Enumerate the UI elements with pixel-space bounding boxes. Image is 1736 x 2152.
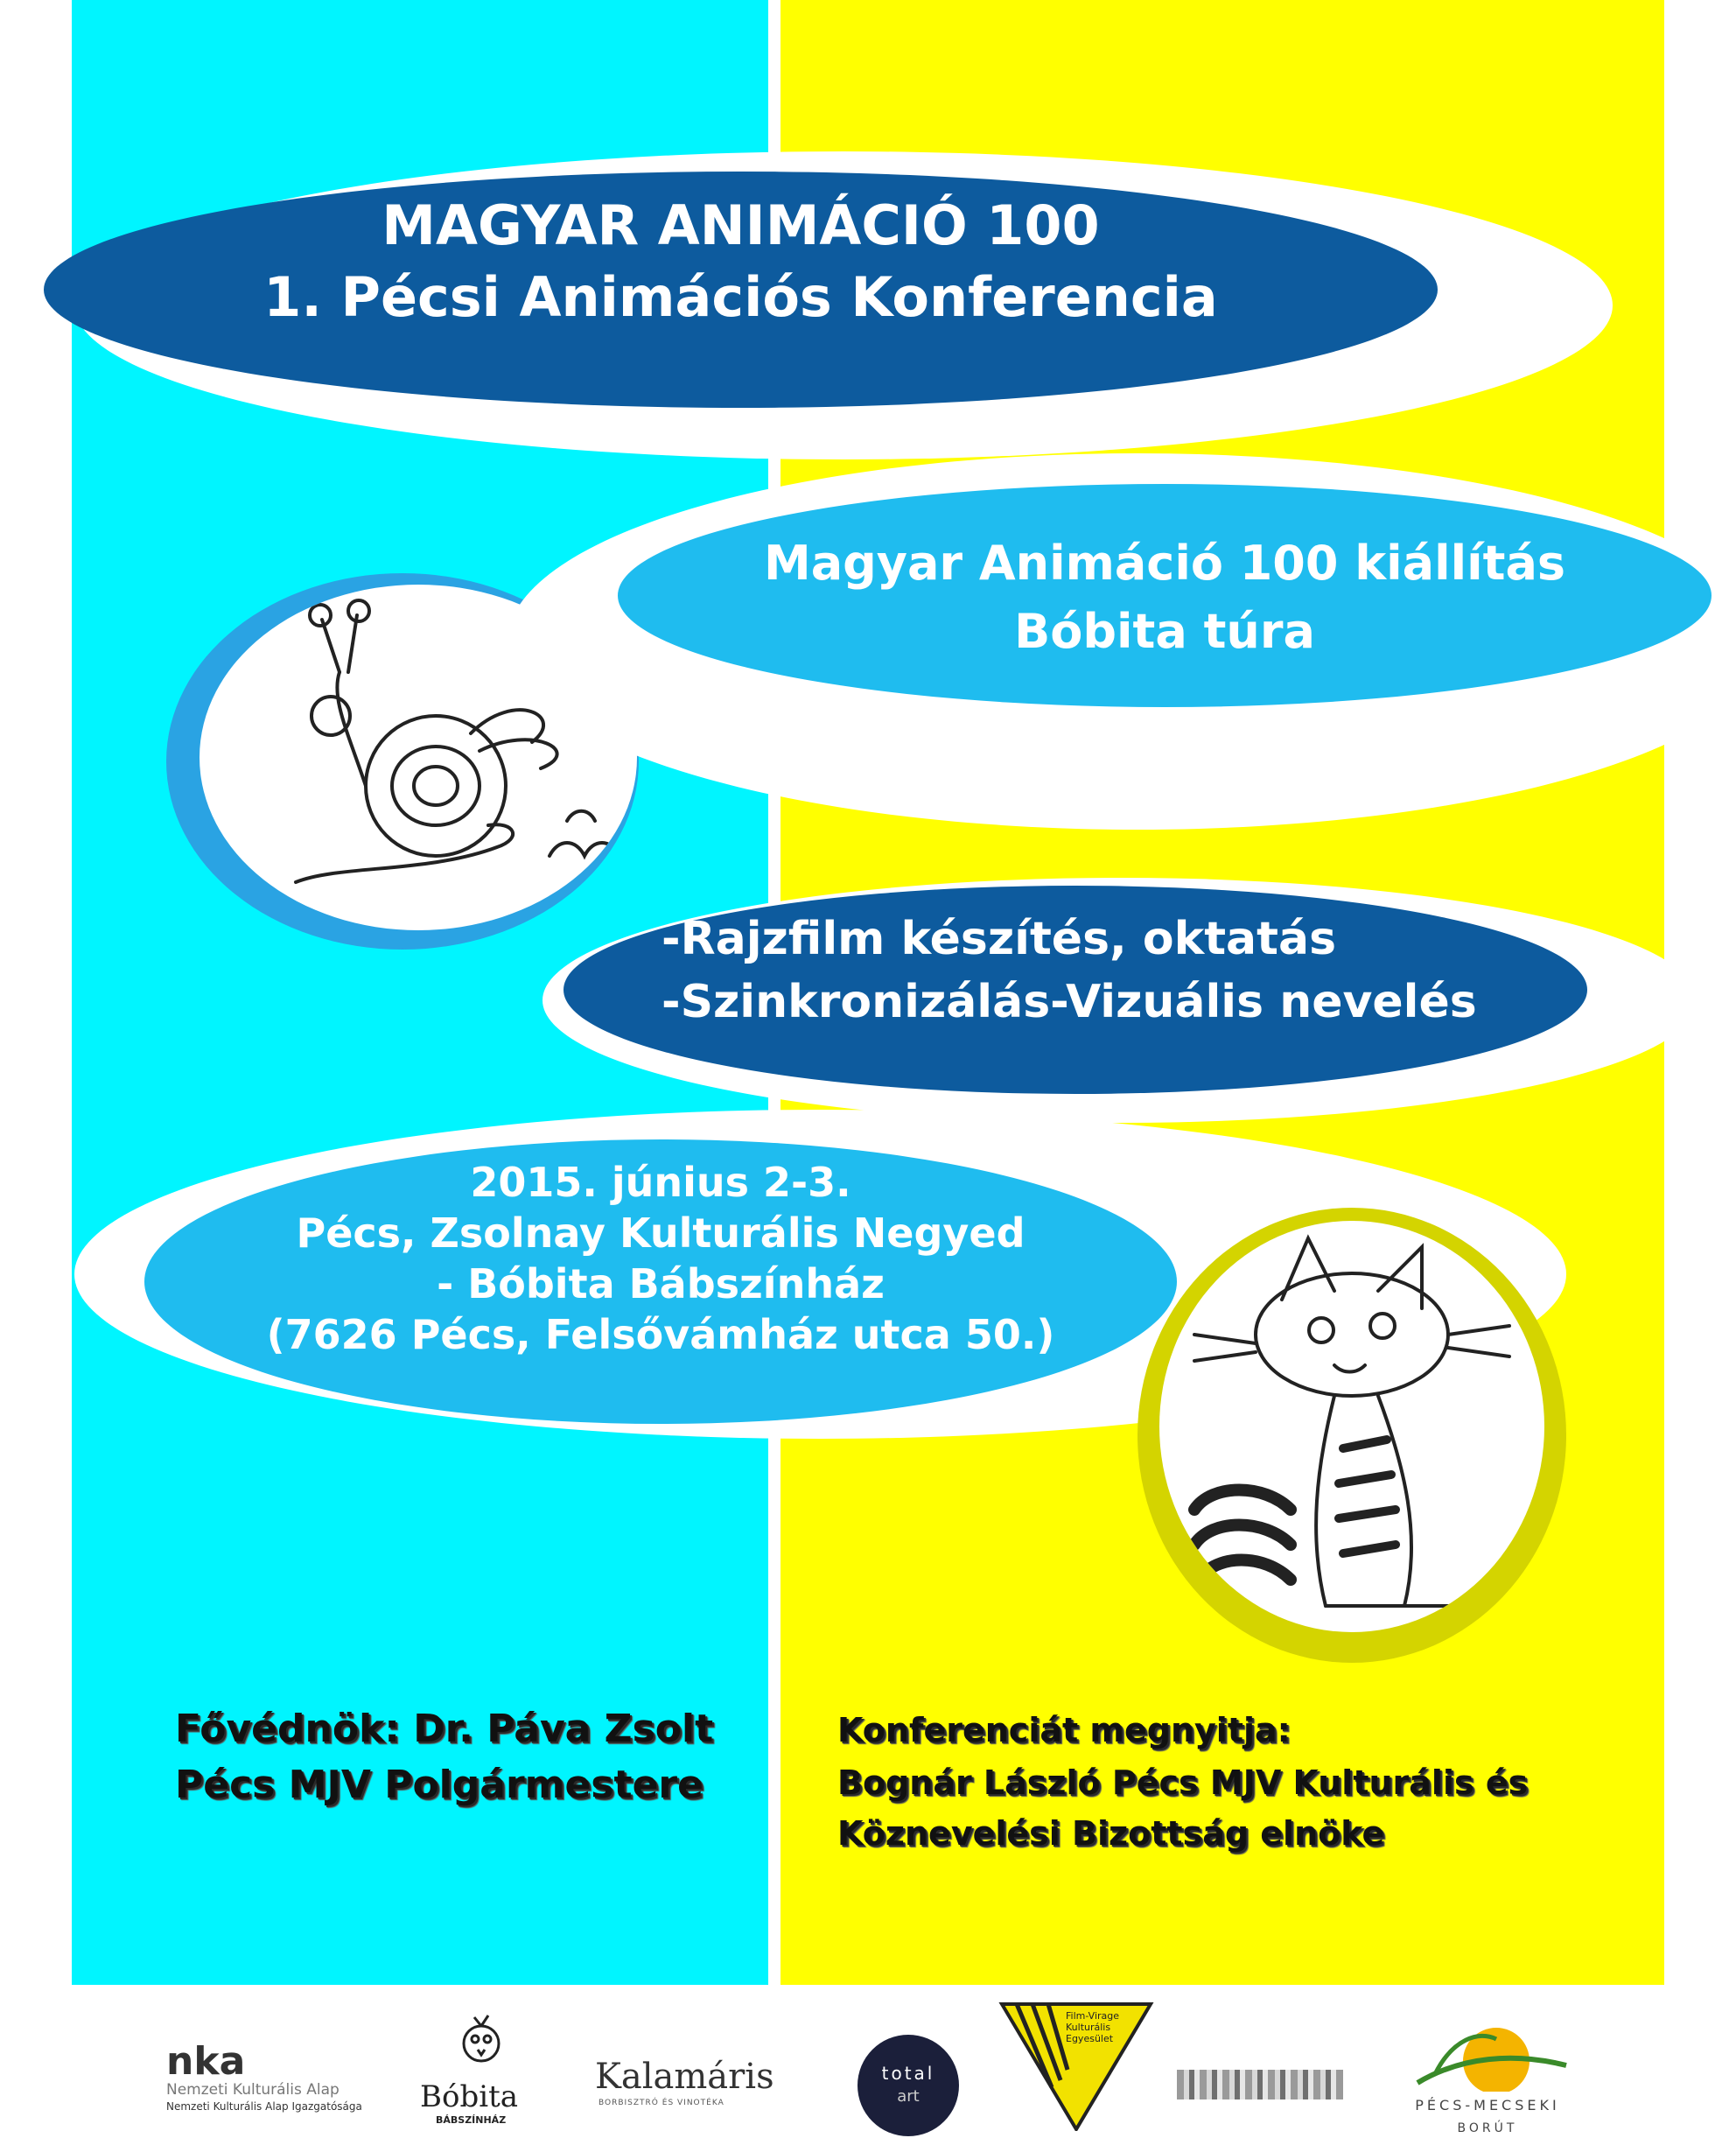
program-line-1: Magyar Animáció 100 kiállítás bbox=[763, 536, 1566, 591]
nka-name: Nemzeti Kulturális Alap bbox=[166, 2081, 340, 2099]
patron-line-2: Pécs MJV Polgármestere bbox=[175, 1763, 704, 1807]
bobita-name: Bóbita bbox=[420, 2079, 519, 2114]
opening-line-1: Konferenciát megnyitja: bbox=[837, 1711, 1291, 1749]
opening-line-3: Köznevelési Bizottság elnöke bbox=[837, 1814, 1385, 1853]
pecs-mecseki-line-1: PÉCS-MECSEKI bbox=[1415, 2097, 1560, 2113]
cat-illustration-frame bbox=[1159, 1221, 1544, 1632]
kalamaris-name: Kalamáris bbox=[595, 2057, 774, 2097]
program-bubble bbox=[618, 484, 1712, 707]
bobita-bird-icon bbox=[411, 2013, 551, 2083]
total-art-line-1: total bbox=[881, 2063, 935, 2084]
topics-line-2: -Szinkronizálás-Vizuális nevelés bbox=[662, 976, 1477, 1028]
total-art-line-2: art bbox=[897, 2087, 920, 2106]
event-venue: Pécs, Zsolnay Kulturális Negyed bbox=[296, 1209, 1026, 1257]
topics-line-1: -Rajzfilm készítés, oktatás bbox=[662, 913, 1337, 965]
total-art-logo bbox=[858, 2035, 959, 2136]
film-virage-logo bbox=[998, 2000, 1155, 2131]
pecs-mecseki-borut-logo bbox=[1382, 2013, 1592, 2144]
event-address: (7626 Pécs, Felsővámház utca 50.) bbox=[266, 1311, 1055, 1358]
event-date: 2015. június 2-3. bbox=[470, 1159, 851, 1206]
title-line-1: MAGYAR ANIMÁCIÓ 100 bbox=[382, 193, 1100, 257]
opening-line-2: Bognár László Pécs MJV Kulturális és bbox=[837, 1763, 1529, 1802]
film-virage-name: Film-Virage Kulturális Egyesület bbox=[1066, 2010, 1120, 2044]
bobita-subtitle: BÁBSZÍNHÁZ bbox=[436, 2114, 507, 2126]
title-line-2: 1. Pécsi Animációs Konferencia bbox=[263, 265, 1218, 329]
vineyard-sun-icon bbox=[1382, 2013, 1592, 2092]
nka-logo bbox=[166, 2039, 376, 2118]
blurred-sponsor-logo bbox=[1177, 2070, 1343, 2099]
cat-drawing bbox=[1159, 1221, 1544, 1632]
event-theatre: - Bóbita Bábszínház bbox=[437, 1260, 885, 1307]
nka-subtitle: Nemzeti Kulturális Alap Igazgatósága bbox=[166, 2100, 362, 2113]
kalamaris-logo bbox=[595, 2057, 779, 2109]
kalamaris-subtitle: BORBISZTRÓ ÉS VINOTÉKA bbox=[598, 2099, 724, 2107]
nka-mark: nka bbox=[166, 2039, 246, 2084]
program-line-2: Bóbita túra bbox=[1014, 604, 1315, 659]
pecs-mecseki-line-2: BORÚT bbox=[1457, 2121, 1518, 2135]
patron-line-1: Fővédnök: Dr. Páva Zsolt bbox=[175, 1707, 714, 1751]
bobita-logo bbox=[411, 2013, 551, 2127]
